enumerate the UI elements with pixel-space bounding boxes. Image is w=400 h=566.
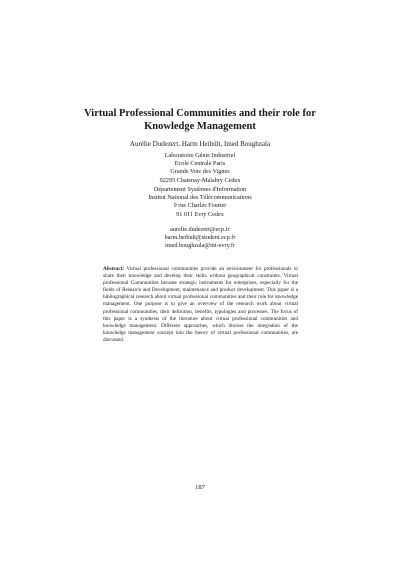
affiliation-line: Département Systèmes d'Information [153, 186, 247, 193]
affiliation-line: Institut National des Télécommunications [148, 194, 252, 202]
affiliation-block-1 [60, 152, 340, 185]
email-list [60, 226, 340, 251]
title-line: Knowledge Management [144, 121, 256, 132]
page-number: 187 [195, 484, 205, 491]
abstract [103, 266, 298, 344]
affiliation-line: Laboratoire Génie Industriel [164, 152, 236, 159]
affiliation-line: 9 rue Charles Fourier [173, 202, 227, 210]
title-line: Virtual Professional Communities and their role for [84, 108, 316, 119]
affiliation-block-2 [60, 186, 340, 219]
paper-title [60, 107, 340, 133]
email-address: harm.heibult@student.ecp.fr [164, 234, 236, 242]
affiliation-line: Ecole Centrale Paris [174, 160, 226, 168]
abstract-body: Virtual professional communities provide an environment for professionals to share their knowledge and develop their skills without geographical constraints. Virtual professional Communities became strategic instruments for enterprises, especially for the fields of Research and Development, maintenance and product development. This paper is a bibliographical research about virtual professional communities and their role for knowledge management. One purpose is to give an overview of the research work about virtual professional communities, their definition, benefits, typologies and processes. The focus of this paper is a synthesis of the literature about virtual professional communities and knowledge management. Different approaches, which discuss the integration of the knowledge management concept into the theory of virtual professional communities, are discussed. [103, 266, 298, 343]
abstract-label: Abstract: [103, 266, 125, 272]
affiliation-line: Grande Voie des Vignes [170, 168, 230, 176]
email-address: aurelie.dudezert@ecp.fr [170, 226, 230, 233]
affiliation-line: 91 011 Evry Cedex [176, 210, 224, 218]
affiliation-line: 92295 Chatenay-Malabry Cedex [159, 176, 241, 184]
author-list: Aurélie Dudezert, Harm Heibült, Imed Boughzala [129, 140, 271, 148]
email-address: imed.boughzala@int-evry.fr [165, 242, 235, 250]
